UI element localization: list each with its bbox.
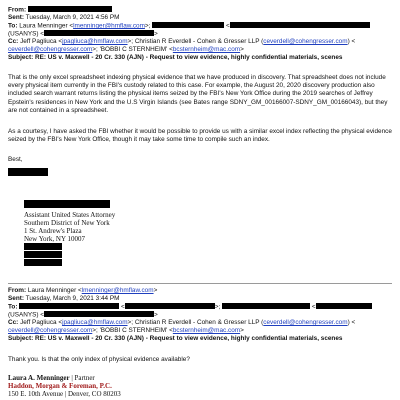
email-link[interactable]: lmenninger@hmflaw.com — [81, 287, 154, 294]
m1-to-line: To: Laura Menninger <lmenninger@hmflaw.com>; < — [8, 22, 370, 30]
thread-divider — [8, 283, 392, 284]
m1-to-line-2: (USANYS) < > — [8, 30, 158, 38]
redaction — [24, 200, 110, 208]
m2-body: Thank you. Is that the only index of physical evidence available? — [8, 356, 190, 363]
m1-sig-title: Assistant United States Attorney — [24, 211, 116, 219]
redaction — [44, 311, 154, 317]
m2-from-line: From: Laura Menninger <lmenninger@hmflaw.com> — [8, 287, 158, 294]
m2-sent-date: Tuesday, March 9, 2021 3:44 PM — [25, 295, 120, 302]
m2-subject: RE: US v. Maxwell - 20 Cr. 330 (AJN) - Request to view evidence, highly confidential materials, scenes — [35, 335, 343, 342]
m2-sig-address: 150 E. 10th Avenue | Denver, CO 80203 — [8, 390, 121, 398]
m2-sent-line: Sent: Tuesday, March 9, 2021 3:44 PM — [8, 295, 120, 302]
email-link[interactable]: ceverdell@cohengresser.com — [8, 46, 93, 53]
m2-to-line-2: (USANYS) < > — [8, 311, 158, 319]
redaction — [24, 243, 62, 250]
email-link[interactable]: ceverdell@cohengresser.com — [8, 327, 93, 334]
redaction — [44, 30, 154, 36]
m1-sig-addr2: New York, NY 10007 — [24, 235, 85, 243]
redaction — [8, 168, 48, 176]
redaction — [24, 259, 62, 266]
redaction — [152, 22, 224, 28]
m2-sig-name-line: Laura A. Menninger | Partner — [8, 374, 95, 382]
email-link[interactable]: bcsternheim@mac.com — [172, 327, 241, 334]
redaction — [230, 22, 370, 28]
m1-sent-date: Tuesday, March 9, 2021 4:56 PM — [25, 14, 120, 21]
email-link[interactable]: lmenninger@hmflaw.com — [73, 22, 145, 30]
m1-closing: Best, — [8, 156, 23, 163]
redaction — [28, 6, 112, 12]
m2-subject-line: Subject: RE: US v. Maxwell - 20 Cr. 330 (AJN) - Request to view evidence, highly confidential materials, scenes — [8, 335, 343, 342]
m1-sig-addr1: 1 St. Andrew's Plaza — [24, 227, 82, 235]
m1-subject: RE: US v. Maxwell - 20 Cr. 330 (AJN) - Request to view evidence, highly confidential materials, scenes — [35, 54, 343, 61]
redaction — [19, 303, 119, 309]
redaction — [125, 303, 215, 309]
email-link[interactable]: jpagliuca@hmflaw.com — [62, 38, 128, 45]
email-link[interactable]: ceverdell@cohengresser.com — [263, 38, 348, 45]
m1-paragraph-2: As a courtesy, I have asked the FBI whether it would be possible to provide us with a similar excel index reflecting the physical evidence seized by the FBI's New York Office, though it may take some time to compile such an index. — [8, 128, 392, 144]
m1-from-line: From: — [8, 6, 112, 14]
redaction — [316, 303, 372, 309]
m2-to-line: To: < >; < — [8, 303, 372, 311]
email-link[interactable]: ceverdell@cohengresser.com — [263, 319, 348, 326]
email-link[interactable]: jpagliuca@hmflaw.com — [62, 319, 128, 326]
m1-cc-line: Cc: Jeff Pagliuca <jpagliuca@hmflaw.com>; Christian R Everdell - Cohen & Gresser LLP (ceverdell@cohengresser.com) < — [8, 38, 356, 45]
m1-paragraph-1: That is the only excel spreadsheet indexing physical evidence that we have produced in discovery. That spreadsheet does not include every physical item currently in the FBI's custody related to this case. For example, the August 20, 2020 discovery production also included search warrant returns listing the physical items seized by the FBI's New York Office during the 2019 searches of Jeffrey Epstein's residences in New York and the U.S Virgin Islands (see Bates range SDNY_GM_00166007-SDNY_GM_00166043), but they are not contained in a spreadsheet. — [8, 74, 388, 114]
m2-cc-line-2: ceverdell@cohengresser.com>; 'BOBBI C STERNHEIM' <bcsternheim@mac.com> — [8, 327, 244, 334]
m1-cc-line-2: ceverdell@cohengresser.com>; 'BOBBI C STERNHEIM' <bcsternheim@mac.com> — [8, 46, 244, 53]
redaction — [24, 251, 62, 258]
m1-subject-line: Subject: RE: US v. Maxwell - 20 Cr. 330 (AJN) - Request to view evidence, highly confidential materials, scenes — [8, 54, 343, 61]
email-link[interactable]: bcsternheim@mac.com — [172, 46, 241, 53]
m2-cc-line: Cc: Jeff Pagliuca <jpagliuca@hmflaw.com>; Christian R Everdell - Cohen & Gresser LLP (ceverdell@cohengresser.com) < — [8, 319, 356, 326]
m1-sig-office: Southern District of New York — [24, 219, 110, 227]
redaction — [222, 303, 310, 309]
m2-sig-firm: Haddon, Morgan & Foreman, P.C. — [8, 382, 112, 390]
m1-sent-line: Sent: Tuesday, March 9, 2021 4:56 PM — [8, 14, 120, 21]
